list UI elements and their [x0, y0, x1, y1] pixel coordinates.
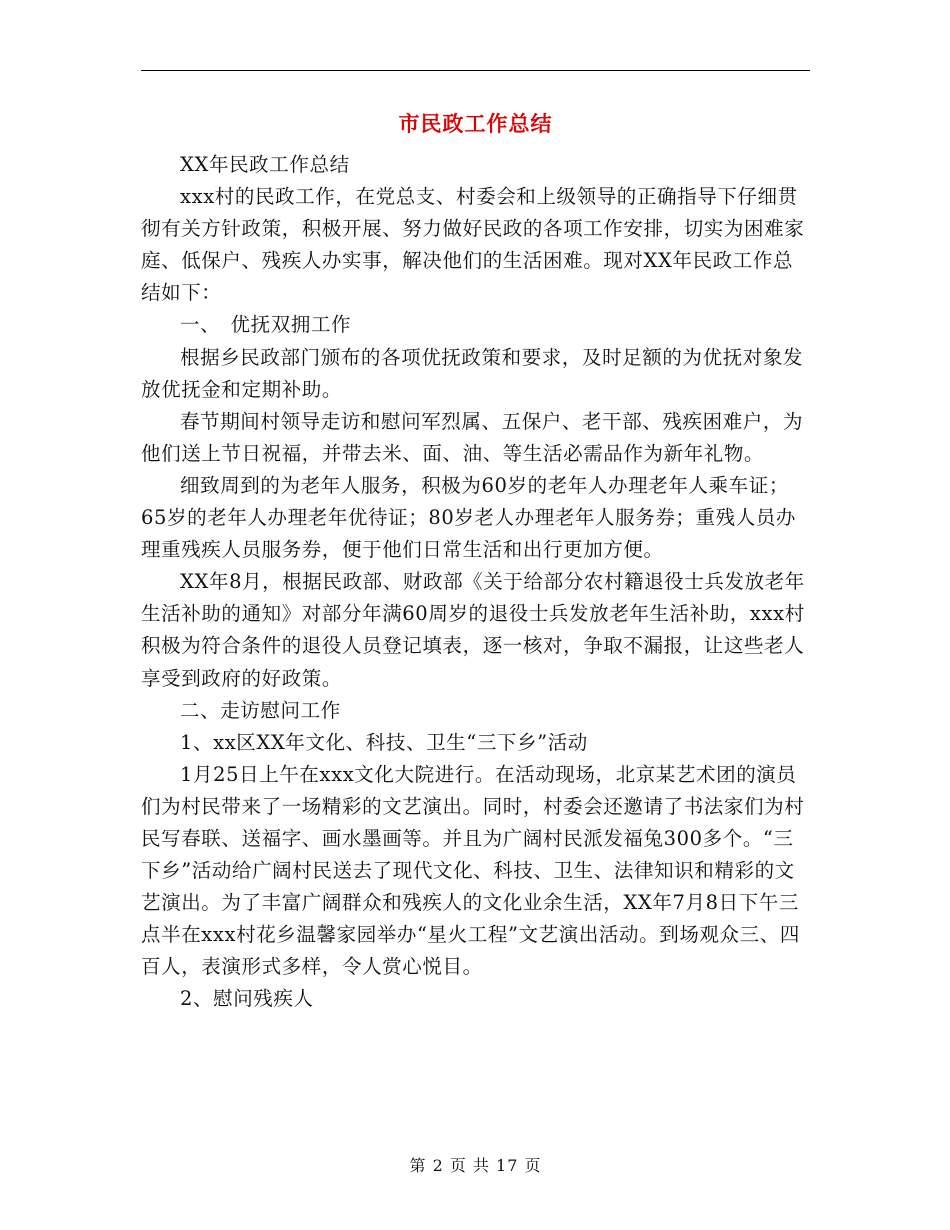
document-title: 市民政工作总结: [398, 112, 553, 136]
paragraph-intro: xxx村的民政工作，在党总支、村委会和上级领导的正确指导下仔细贯彻有关方针政策，积极开展、努力做好民政的各项工作安排，切实为困难家庭、低保户、残疾人办实事，解决他们的生活困难。现对XX年民政工作总结如下：: [141, 185, 805, 305]
subsection-heading-1: 1、xx区XX年文化、科技、卫生“三下乡”活动: [180, 730, 588, 754]
paragraph: 根据乡民政部门颁布的各项优抚政策和要求，及时足额的为优抚对象发放优抚金和定期补助。: [141, 345, 804, 401]
paragraph: 1月25日上午在xxx文化大院进行。在活动现场，北京某艺术团的演员们为村民带来了一场精彩的文艺演出。同时，村委会还邀请了书法家们为村民写春联、送福字、画水墨画等。并且为广阔村民派发福兔300多个。“三下乡”活动给广阔村民送去了现代文化、科技、卫生、法律知识和精彩的文艺演出。为了丰富广阔群众和残疾人的文化业余生活，XX年7月8日下午三点半在xxx村花乡温馨家园举办“星火工程”文艺演出活动。到场观众三、四百人，表演形式多样，令人赏心悦目。: [141, 762, 805, 979]
paragraph-subtitle: XX年民政工作总结: [180, 153, 350, 176]
subsection-heading-2: 2、慰问残疾人: [180, 987, 314, 1011]
page-number-footer: 第 2 页 共 17 页: [409, 1156, 542, 1175]
section-heading-2: 二、走访慰问工作: [180, 698, 341, 722]
paragraph: 春节期间村领导走访和慰问军烈属、五保户、老干部、残疾困难户，为他们送上节日祝福，并带去米、面、油、等生活必需品作为新年礼物。: [141, 409, 804, 465]
paragraph: 细致周到的为老年人服务，积极为60岁的老年人办理老年人乘车证；65岁的老年人办理老年优待证；80岁老人办理老年人服务券；重残人员办理重残疾人员服务券，便于他们日常生活和出行更加方便。: [141, 473, 797, 562]
section-heading-1: 一、 优抚双拥工作: [180, 313, 352, 337]
document-body: [141, 149, 813, 1016]
header-rule: [141, 70, 810, 71]
paragraph: XX年8月，根据民政部、财政部《关于给部分农村籍退役士兵发放老年生活补助的通知》对部分年满60周岁的退役士兵发放老年生活补助，xxx村积极为符合条件的退役人员登记填表，逐一核对，争取不漏报，让这些老人享受到政府的好政策。: [141, 570, 805, 690]
